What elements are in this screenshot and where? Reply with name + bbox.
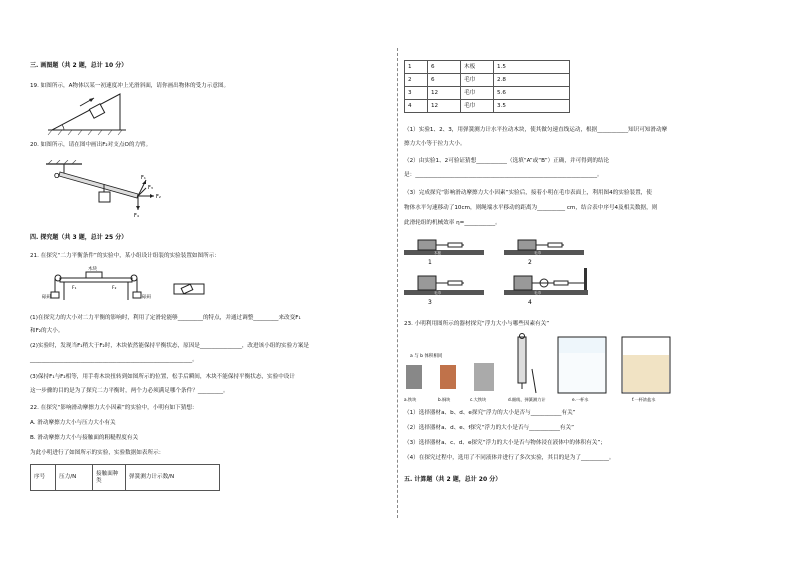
table-cell: 毛巾 [461,100,494,113]
question-21-part-3b: 这一步骤的目的是为了探究二力平衡时，两个力必须满足哪个条件？_________。 [30,388,229,394]
item-e-label: e.一杯水 [572,397,589,402]
table-header-cell: 序号 [31,465,56,491]
table-cell: 3 [405,87,428,100]
item-b-label: b.铜块 [438,397,451,402]
question-21-part-2b: __________________________________________________________。 [30,357,198,363]
f2-label: F₂ [156,194,161,200]
incline-figure [42,92,132,138]
pivot-label: O [54,172,60,180]
f2-label: F₂ [112,286,117,291]
table-cell: 2 [405,74,428,87]
question-20: 20. 如图所示，请在图中画出F₂对支点O的力臂。 [30,142,152,148]
table-cell: 毛巾 [461,87,494,100]
table-cell: 5.6 [494,87,570,100]
section-3-title: 三. 画图题（共 2 题，总计 10 分） [30,62,128,69]
column-divider [397,48,398,518]
answer-1: （1）实验1、2、3，用弹簧测力计水平拉动木块，使其做匀速直线运动，根据___________知识可知滑动摩 [404,127,668,133]
question-21: 21. 在探究“二力平衡条件”的实验中，某小组设计组装的实验装置如图所示： [30,253,220,259]
f3-label: F₃ [148,185,153,191]
setup-4-label: 4 [528,299,532,306]
section-4-title: 四. 探究题（共 3 题，总计 25 分） [30,234,128,241]
answer-3: （3）完成探究“影响滑动摩擦力大小因素”实验后，接着小明在毛巾表面上，利用图4的实验装置，使 [404,190,652,196]
answer-23-2: （2）选择器材a、d、e、f探究“浮力的大小是否与___________有关” [404,425,574,431]
answer-23-3: （3）选择器材a、c、d、e探究“浮力的大小是否与物体浸在液体中的体积有关”； [404,440,606,446]
answer-2b: 是：_________________________________________________________________。 [404,172,603,178]
item-a-label: a.铁块 [404,397,417,402]
friction-setups-figure [404,234,604,316]
table-row [405,87,570,100]
f1-label: F₁ [141,175,146,181]
question-21-part-1b: 和F₂的大小。 [30,328,64,334]
two-force-figure [42,264,222,308]
table-cell: 12 [428,87,461,100]
weight-left-label: 砝码 [42,295,51,300]
table-cell: 毛巾 [461,74,494,87]
question-21-part-3: (3)保持F₁与F₂相等，用手将木块扭转到如图所示的位置，松手后瞬间，木块不能保持平衡状态，实验中设计 [30,374,295,380]
answer-3c: 此滑轮组的机械效率 η=___________。 [404,220,501,226]
answer-23-1: （1）选择器材a、b、d、e探究“浮力的大小是否与___________有关” [404,410,576,416]
setup-2-surface: 毛巾 [534,251,541,255]
data-table-rows [404,60,570,113]
item-c-label: c.大铁块 [470,397,487,402]
question-21-part-1: (1)在探究力的大小对二力平衡的影响时，利用了定滑轮能够_________的特点，并通过调整_________来改变F₁ [30,315,301,321]
answer-1b: 擦力大小等于拉力大小。 [404,141,466,147]
table-row [405,100,570,113]
lever-figure [42,160,172,222]
answer-23-4: （4）在探究过程中，选用了不同液体并进行了多次实验，其目的是为了__________。 [404,455,615,461]
setup-2-label: 2 [528,259,532,266]
item-f-label: f.一杯浓盐水 [632,397,656,402]
hypothesis-b: B. 滑动摩擦力大小与接触面的粗糙程度有关 [30,435,139,441]
table-cell: 3.5 [494,100,570,113]
data-table-header [30,464,220,491]
question-19: 19. 如图所示，A物体以某一初速度冲上光滑斜面，请你画出物体的受力示意图。 [30,83,230,89]
section-5-title: 五. 计算题（共 2 题，总计 20 分） [404,476,502,483]
table-header-cell: 弹簧测力计示数/N [126,465,220,491]
answer-3b: 物体水平匀速移动了10cm，则绳端水平移动的距离为__________ cm，结合表中序号4及相关数据，则 [404,205,658,211]
table-row [405,61,570,74]
table-cell: 12 [428,100,461,113]
table-cell: 4 [405,100,428,113]
question-21-part-2: (2)实验时，发现当F₁稍大于F₂时，木块依然能保持平衡状态，原因是_______________，改进该小组的实验方案是 [30,343,309,349]
hypothesis-a: A. 滑动摩擦力大小与压力大小有关 [30,420,116,426]
table-row [405,74,570,87]
table-cell: 6 [428,74,461,87]
wood-label: 木块 [88,267,97,272]
setup-1-label: 1 [428,259,432,266]
setup-1-surface: 木板 [434,251,441,255]
weight-right-label: 砝码 [142,295,151,300]
experiment-intro: 为此小明进行了如图所示的实验，实验数据如表所示： [30,450,165,456]
setup-3-label: 3 [428,299,432,306]
question-23: 23. 小明利用图所示的器材探究“浮力大小与哪些因素有关” [404,321,550,327]
table-cell: 1.5 [494,61,570,74]
same-volume-note: a 与 b 体积相同 [410,354,443,359]
f1-label: F₁ [72,286,77,291]
answer-2: （2）由实验1、2可验证猜想___________（选填“A”或“B”）正确，并可得到的结论 [404,158,610,164]
table-cell: 木板 [461,61,494,74]
item-d-label: d.细线、弹簧测力计 [508,397,546,402]
buoyancy-figure [404,333,704,403]
table-cell: 6 [428,61,461,74]
setup-4-surface: 毛巾 [534,291,541,295]
question-22: 22. 在探究“影响滑动摩擦力大小因素”的实验中，小明有如下猜想： [30,405,198,411]
f4-label: F₄ [134,213,139,219]
table-cell: 1 [405,61,428,74]
table-header-cell: 压力/N [56,465,93,491]
setup-3-surface: 毛巾 [434,291,441,295]
table-header-cell: 接触面种类 [93,465,126,491]
table-cell: 2.8 [494,74,570,87]
